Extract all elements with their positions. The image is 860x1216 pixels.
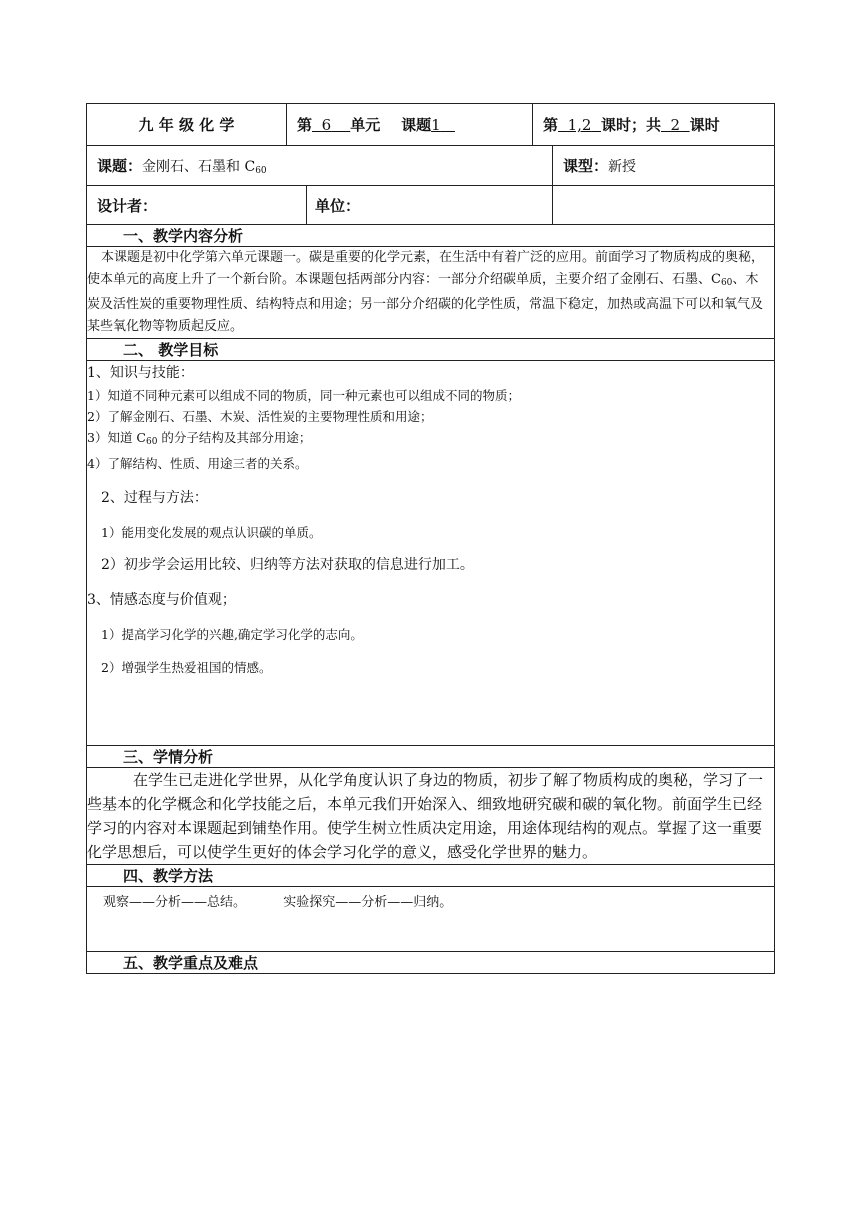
- topic-cell: [87, 146, 553, 186]
- lesson-word: 课时；共: [600, 116, 661, 134]
- designer-label: 设计者：: [97, 196, 158, 215]
- objective-heading: 3、情感态度与价值观；: [87, 592, 236, 608]
- section-4-text: 观察——分析——总结。 实验探究——分析——归纳。: [87, 887, 775, 952]
- lesson-cell: [533, 104, 775, 146]
- objective-item: 2）了解金刚石、石墨、木炭、活性炭的主要物理性质和用途；: [87, 409, 433, 424]
- section-3-body: [87, 768, 775, 865]
- lesson-plan-table: [86, 103, 775, 974]
- section-5-header: [87, 952, 775, 974]
- objective-heading: 2、过程与方法：: [101, 490, 208, 506]
- objective-heading: 1、知识与技能：: [87, 365, 194, 381]
- section-3-header: [87, 746, 775, 768]
- lesson-prefix: 第: [543, 116, 559, 134]
- designer-cell: [87, 186, 307, 225]
- unit-word: 单元: [350, 116, 381, 134]
- topic-number: 1: [431, 116, 441, 134]
- unit-cell: [287, 104, 533, 146]
- header-row: [87, 104, 775, 146]
- objective-item: 1）能用变化发展的观点认识碳的单质。: [101, 525, 322, 540]
- section-4-body: [87, 887, 775, 952]
- type-value: 新授: [608, 159, 637, 175]
- section-4-header: [87, 865, 775, 887]
- section-4-title: 四、教学方法: [123, 867, 214, 885]
- section-1-body: [87, 247, 775, 339]
- topic-value: 金刚石、石墨和 $C_{60}$: [142, 159, 267, 176]
- grade-cell: [87, 104, 287, 146]
- section-3-text: 在学生已走进化学世界，从化学角度认识了身边的物质，初步了解了物质构成的奥秘，学习了一些基本的化学概念和化学技能之后，本单元我们开始深入、细致地研究碳和碳的氧化物。前面学生已经学习的内容对本课题起到铺垫作用。使学生树立性质决定用途，用途体现结构的观点。掌握了这一重要化学思想后，可以使学生更好的体会学习化学的意义，感受化学世界的魅力。: [87, 768, 775, 865]
- objective-item: 2）增强学生热爱祖国的情感。: [101, 660, 272, 675]
- unit-prefix: 第: [297, 116, 313, 134]
- objective-item: 4）了解结构、性质、用途三者的关系。: [87, 456, 308, 471]
- lesson-total: 2: [670, 116, 681, 134]
- type-label: 课型：: [563, 157, 609, 175]
- designer-row: [87, 186, 775, 225]
- section-1-text: 本课题是初中化学第六单元课题一。碳是重要的化学元素，在生活中有着广泛的应用。前面学习了物质构成的奥秘，使本单元的高度上升了一个新台阶。本课题包括两部分内容：一部分介绍碳单质，主要介绍了金刚石、石墨、$C_{60}$、木炭及活性炭的重要物理性质、结构特点和用途；另一部分介绍碳的化学性质，常温下稳定，加热或高温下可以和氧气及某些氧化物等物质起反应。: [87, 247, 775, 339]
- section-3-title: 三、学情分析: [123, 748, 214, 766]
- section-2-title: 二、 教学目标: [123, 341, 219, 359]
- objective-item: 3）知道 $C_{60}$ 的分子结构及其部分用途；: [87, 430, 312, 447]
- section-2-header: [87, 339, 775, 361]
- section-5-title: 五、教学重点及难点: [123, 954, 259, 972]
- lesson-number: 1,2: [567, 116, 592, 134]
- unit-org-cell: [307, 186, 553, 225]
- section-1-title: 一、教学内容分析: [123, 227, 244, 245]
- empty-cell: [553, 186, 775, 225]
- unit-number: 6: [321, 116, 332, 134]
- topic-label: 课题：: [97, 157, 143, 175]
- objective-item: 1）知道不同种元素可以组成不同的物质，同一种元素也可以组成不同的物质；: [87, 388, 520, 403]
- section-2-body: [87, 361, 775, 746]
- grade-label: 九 年 级 化 学: [138, 116, 235, 134]
- objective-item: 2）初步学会运用比较、归纳等方法对获取的信息进行加工。: [101, 557, 474, 573]
- objectives-cell: [87, 361, 775, 746]
- unit-org-label: 单位：: [315, 196, 361, 215]
- topic-prefix: 课题: [401, 116, 432, 134]
- section-1-header: [87, 225, 775, 247]
- objective-item: 1）提高学习化学的兴趣,确定学习化学的志向。: [101, 627, 363, 642]
- topic-row: [87, 146, 775, 186]
- type-cell: [553, 146, 775, 186]
- lesson-suffix: 课时: [689, 116, 720, 134]
